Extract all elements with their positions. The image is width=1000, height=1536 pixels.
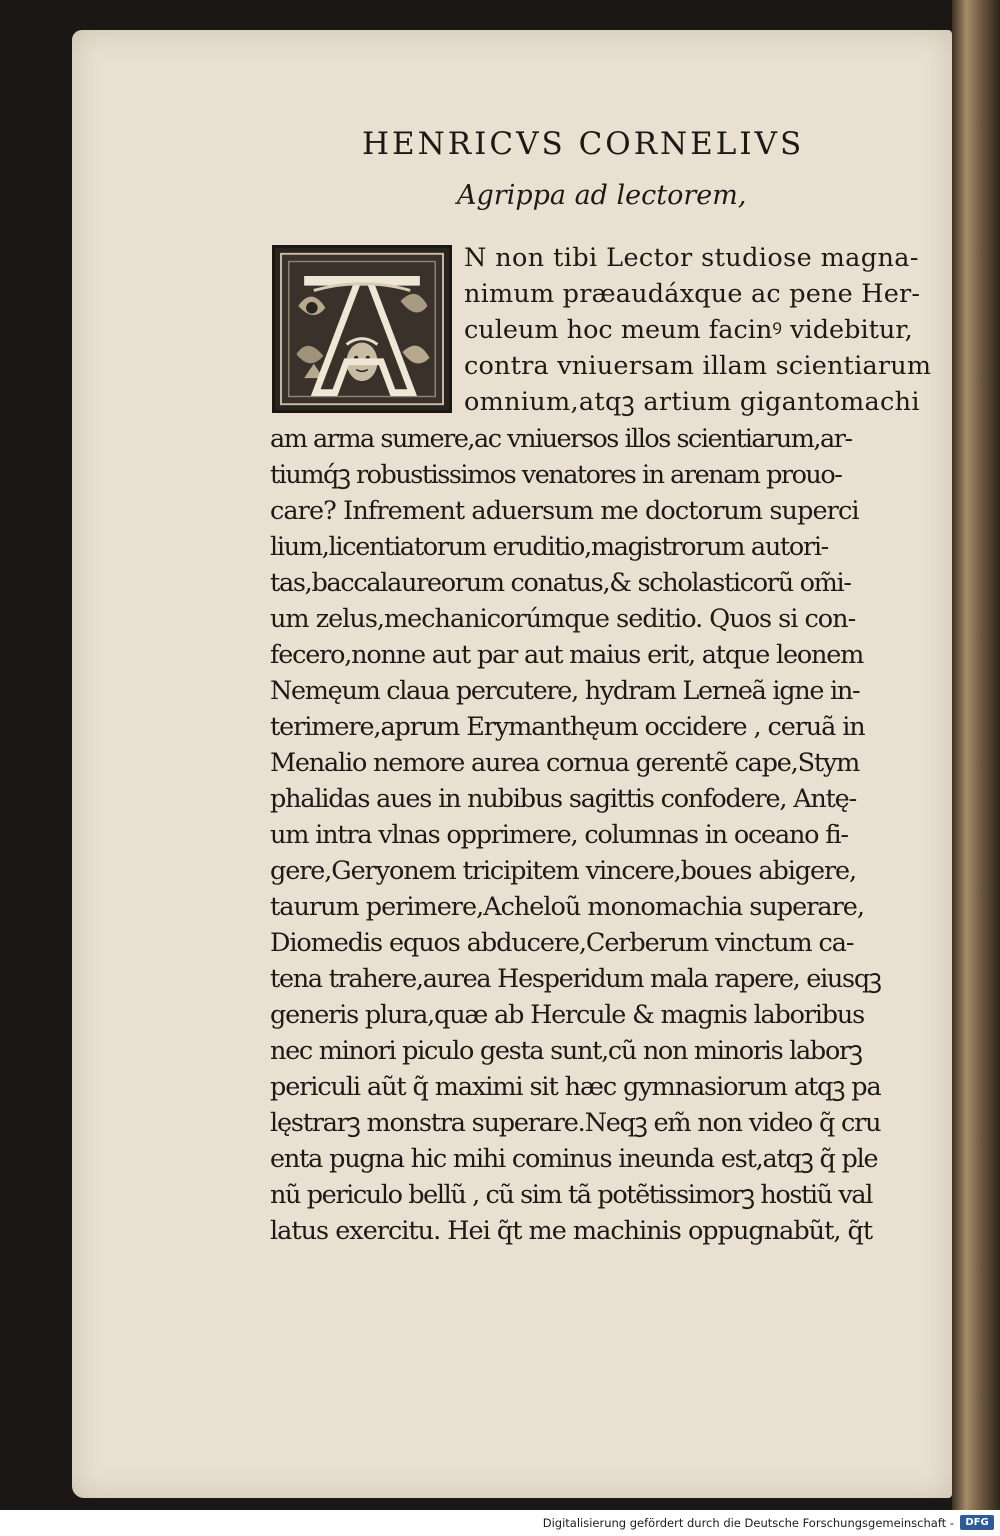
- text-line: enta pugna hic mihi cominus ineunda est,atqꝫ q̃ ple: [270, 1144, 878, 1174]
- dfg-logo-icon: DFG: [960, 1515, 994, 1530]
- text-line: contra vniuersam illam scientiarum: [464, 351, 932, 381]
- page-sheet: [72, 30, 952, 1498]
- text-line: periculi aũt q̃ maximi sit hæc gymnasiorum atqꝫ pa: [270, 1072, 881, 1102]
- text-line: latus exercitu. Hei q̃t me machinis oppugnabũt, q̃t: [270, 1216, 873, 1246]
- text-line: tiumq́ꝫ robustissimos venatores in arenam prouo-: [270, 460, 842, 490]
- text-line: terimere,aprum Erymanthęum occidere , ceruã in: [270, 712, 865, 742]
- text-line: tena trahere,aurea Hesperidum mala rapere, eiusqꝫ: [270, 964, 881, 994]
- book-spine-edge: [952, 0, 1000, 1510]
- text-line: culeum hoc meum facinꝰ videbitur,: [464, 315, 913, 345]
- page-subheading: Agrippa ad lectorem,: [457, 180, 747, 211]
- text-line: taurum perimere,Acheloũ monomachia superare,: [270, 892, 864, 922]
- text-line: lium,licentiatorum eruditio,magistrorum autori-: [270, 532, 828, 562]
- text-line: nũ periculo bellũ , cũ sim tã potẽtissimorꝫ hostiũ val: [270, 1180, 872, 1210]
- text-line: Menalio nemore aurea cornua gerentẽ cape,Stym: [270, 748, 860, 778]
- page-heading: HENRICVS CORNELIVS: [362, 126, 805, 162]
- text-line: Diomedis equos abducere,Cerberum vinctum ca-: [270, 928, 854, 958]
- text-line: care? Infrement aduersum me doctorum superci: [270, 496, 859, 526]
- text-line: Nemęum claua percutere, hydram Lerneã igne in-: [270, 676, 860, 706]
- text-line: lęstrarꝫ monstra superare.Neqꝫ em̃ non video q̃ cru: [270, 1108, 881, 1138]
- text-line: um zelus,mechanicorúmque seditio. Quos si con-: [270, 604, 856, 634]
- text-line: N non tibi Lector studiose magna-: [464, 243, 919, 273]
- text-line: nec minori piculo gesta sunt,cũ non minoris laborꝫ: [270, 1036, 862, 1066]
- text-line: phalidas aues in nubibus sagittis confodere, Antę-: [270, 784, 856, 814]
- text-line: omnium,atqꝫ artium gigantomachi: [464, 387, 920, 417]
- funding-credit-text: Digitalisierung gefördert durch die Deutsche Forschungsgemeinschaft -: [542, 1516, 954, 1530]
- decorated-initial-image: [272, 245, 452, 413]
- page-text-block: [72, 30, 952, 1498]
- text-line: gere,Geryonem tricipitem vincere,boues abigere,: [270, 856, 857, 886]
- text-line: generis plura,quæ ab Hercule & magnis laboribus: [270, 1000, 864, 1030]
- text-line: nimum præaudáxque ac pene Her-: [464, 279, 921, 309]
- text-line: um intra vlnas opprimere, columnas in oceano fi-: [270, 820, 848, 850]
- woodcut-initial-icon: [275, 248, 449, 410]
- text-line: fecero,nonne aut par aut maius erit, atque leonem: [270, 640, 864, 670]
- text-line: am arma sumere,ac vniuersos illos scientiarum,ar-: [270, 424, 852, 454]
- text-line: tas,baccalaureorum conatus,& scholasticorũ om̃i-: [270, 568, 851, 598]
- digitization-footer: [0, 1510, 1000, 1536]
